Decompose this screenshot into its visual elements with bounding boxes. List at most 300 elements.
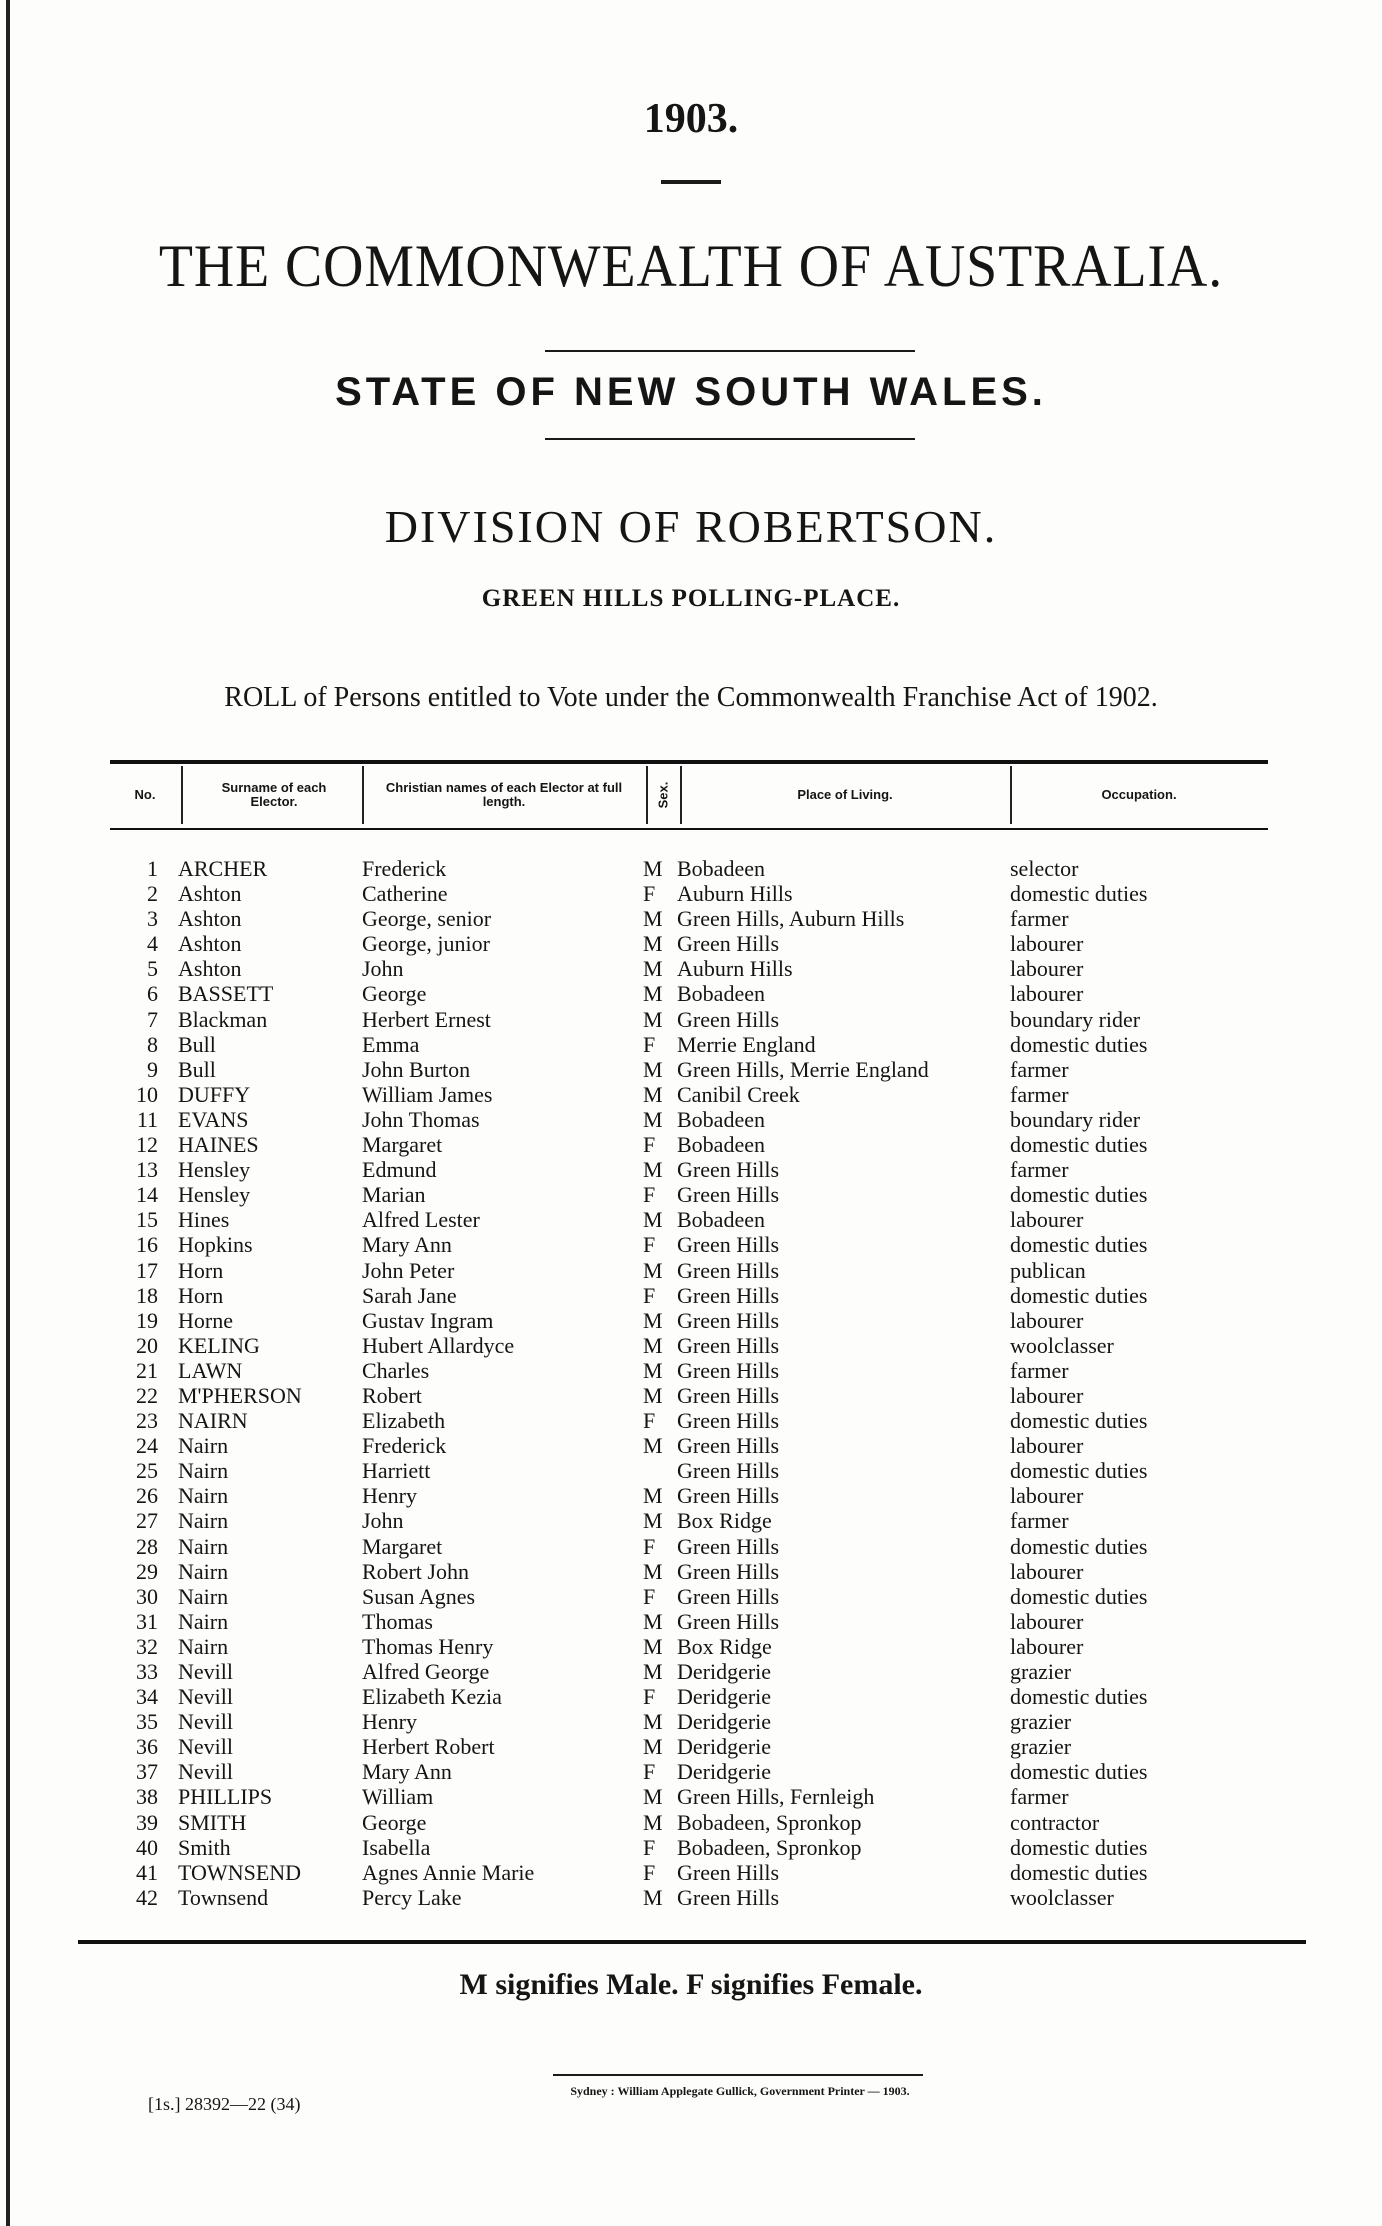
elector-occupation: domestic duties [1010, 1458, 1148, 1484]
table-row [0, 1508, 1382, 1533]
title-rule [545, 350, 915, 352]
elector-surname: Nairn [178, 1508, 229, 1534]
table-row [0, 1483, 1382, 1508]
elector-christian-names: Emma [362, 1031, 420, 1057]
elector-place: Green Hills, Merrie England [677, 1056, 929, 1082]
elector-sex: M [643, 1207, 663, 1233]
elector-surname: ARCHER [178, 856, 268, 881]
elector-sex: F [643, 1759, 656, 1785]
elector-number: 37 [136, 1759, 158, 1785]
elector-occupation: domestic duties [1010, 1282, 1148, 1308]
elector-occupation: domestic duties [1010, 1533, 1148, 1559]
elector-occupation: labourer [1010, 931, 1084, 957]
elector-number: 32 [136, 1633, 158, 1659]
elector-surname: KELING [178, 1332, 260, 1358]
elector-occupation: labourer [1010, 1307, 1084, 1333]
elector-number: 5 [147, 956, 158, 982]
elector-surname: Nairn [178, 1558, 229, 1584]
elector-place: Green Hills [677, 1884, 780, 1910]
elector-place: Green Hills [677, 1408, 780, 1434]
elector-christian-names: Robert John [362, 1558, 469, 1584]
table-row [0, 1333, 1382, 1358]
elector-sex: M [643, 1081, 663, 1107]
elector-number: 4 [147, 931, 158, 957]
elector-occupation: labourer [1010, 1608, 1084, 1634]
elector-sex: F [643, 1834, 656, 1860]
elector-surname: Nevill [178, 1734, 233, 1760]
elector-christian-names: Edmund [362, 1157, 437, 1183]
table-row [0, 1032, 1382, 1057]
elector-place: Green Hills [677, 1382, 780, 1408]
elector-sex: M [643, 1709, 663, 1735]
table-row [0, 1584, 1382, 1609]
elector-surname: Horn [178, 1282, 224, 1308]
elector-number: 7 [147, 1006, 158, 1032]
elector-sex: F [643, 1859, 656, 1885]
elector-surname: Nairn [178, 1458, 229, 1484]
elector-christian-names: Alfred George [362, 1659, 490, 1684]
elector-number: 13 [136, 1157, 158, 1183]
elector-sex: M [643, 1784, 663, 1810]
elector-number: 35 [136, 1709, 158, 1735]
elector-sex: M [643, 931, 663, 957]
year-heading: 1903. [643, 96, 739, 142]
elector-occupation: labourer [1010, 1207, 1084, 1233]
elector-christian-names: William James [362, 1081, 493, 1107]
elector-sex: M [643, 1508, 663, 1534]
elector-sex: M [643, 1382, 663, 1408]
table-row [0, 1182, 1382, 1207]
elector-number: 2 [147, 881, 158, 907]
elector-place: Green Hills [677, 1859, 780, 1885]
elector-sex: M [643, 1884, 663, 1910]
elector-occupation: labourer [1010, 1433, 1084, 1459]
elector-occupation: domestic duties [1010, 1408, 1148, 1434]
elector-number: 16 [136, 1232, 158, 1258]
elector-christian-names: John Peter [362, 1257, 455, 1283]
elector-occupation: publican [1010, 1257, 1086, 1283]
elector-number: 39 [136, 1809, 158, 1835]
elector-christian-names: Elizabeth Kezia [362, 1684, 502, 1710]
table-row [0, 1458, 1382, 1483]
elector-sex: M [643, 1483, 663, 1509]
elector-place: Green Hills [677, 1006, 780, 1032]
elector-sex: F [643, 1282, 656, 1308]
elector-surname: Nevill [178, 1684, 233, 1710]
elector-place: Bobadeen, Spronkop [677, 1809, 862, 1835]
elector-occupation: domestic duties [1010, 1684, 1148, 1710]
table-row [0, 1559, 1382, 1584]
table-row [0, 1835, 1382, 1860]
document-title: THE COMMONWEALTH OF AUSTRALIA. [158, 233, 1224, 299]
elector-sex: F [643, 1182, 656, 1208]
elector-surname: NAIRN [178, 1408, 248, 1434]
elector-occupation: farmer [1010, 1357, 1069, 1383]
elector-surname: Smith [178, 1834, 231, 1860]
elector-sex: F [643, 1533, 656, 1559]
elector-occupation: selector [1010, 856, 1079, 881]
table-row [0, 1283, 1382, 1308]
elector-place: Deridgerie [677, 1759, 772, 1785]
elector-christian-names: John Burton [362, 1056, 471, 1082]
elector-place: Green Hills [677, 1182, 780, 1208]
table-bottom-rule [78, 1940, 1306, 1944]
elector-christian-names: George [362, 981, 427, 1007]
table-row [0, 1383, 1382, 1408]
elector-christian-names: John [362, 1508, 404, 1534]
elector-occupation: labourer [1010, 981, 1084, 1007]
elector-place: Deridgerie [677, 1734, 772, 1760]
table-row [0, 1207, 1382, 1232]
elector-sex: M [643, 1659, 663, 1684]
elector-place: Green Hills [677, 1608, 780, 1634]
elector-surname: SMITH [178, 1809, 247, 1835]
elector-place: Green Hills [677, 1257, 780, 1283]
elector-occupation: domestic duties [1010, 881, 1148, 907]
table-row [0, 906, 1382, 931]
elector-christian-names: George [362, 1809, 427, 1835]
elector-sex: F [643, 1232, 656, 1258]
elector-sex: F [643, 1684, 656, 1710]
elector-christian-names: Harriett [362, 1458, 431, 1484]
division-heading: DIVISION OF ROBERTSON. [384, 501, 998, 552]
elector-christian-names: Mary Ann [362, 1759, 452, 1785]
elector-number: 8 [147, 1031, 158, 1057]
table-row [0, 1057, 1382, 1082]
elector-sex: M [643, 1633, 663, 1659]
elector-place: Green Hills [677, 1282, 780, 1308]
elector-surname: Nairn [178, 1608, 229, 1634]
elector-christian-names: William [362, 1784, 434, 1810]
elector-sex: M [643, 1558, 663, 1584]
elector-surname: Nairn [178, 1633, 229, 1659]
elector-surname: Nevill [178, 1659, 233, 1684]
elector-christian-names: Margaret [362, 1533, 443, 1559]
elector-occupation: farmer [1010, 1056, 1069, 1082]
elector-occupation: contractor [1010, 1809, 1100, 1835]
elector-surname: LAWN [178, 1357, 243, 1383]
elector-sex: M [643, 1106, 663, 1132]
elector-number: 27 [136, 1508, 158, 1534]
elector-occupation: domestic duties [1010, 1859, 1148, 1885]
elector-christian-names: Sarah Jane [362, 1282, 457, 1308]
table-row [0, 1885, 1382, 1910]
elector-occupation: labourer [1010, 1558, 1084, 1584]
elector-occupation: labourer [1010, 1483, 1084, 1509]
elector-number: 12 [136, 1132, 158, 1158]
elector-occupation: farmer [1010, 906, 1069, 932]
elector-number: 14 [136, 1182, 158, 1208]
table-row [0, 1634, 1382, 1659]
elector-number: 30 [136, 1583, 158, 1609]
elector-occupation: labourer [1010, 1382, 1084, 1408]
elector-sex: M [643, 956, 663, 982]
elector-place: Auburn Hills [677, 881, 793, 907]
elector-christian-names: Alfred Lester [362, 1207, 480, 1233]
elector-place: Green Hills, Fernleigh [677, 1784, 875, 1810]
elector-occupation: domestic duties [1010, 1834, 1148, 1860]
polling-place-heading: GREEN HILLS POLLING-PLACE. [481, 585, 901, 612]
elector-number: 40 [136, 1834, 158, 1860]
elector-surname: Ashton [178, 931, 242, 957]
elector-number: 28 [136, 1533, 158, 1559]
elector-sex: M [643, 1332, 663, 1358]
elector-surname: PHILLIPS [178, 1784, 273, 1810]
elector-occupation: grazier [1010, 1709, 1072, 1735]
roll-heading: ROLL of Persons entitled to Vote under the Commonwealth Franchise Act of 1902. [224, 682, 1158, 713]
elector-number: 29 [136, 1558, 158, 1584]
elector-surname: TOWNSEND [178, 1859, 302, 1885]
table-row [0, 1860, 1382, 1885]
column-header-place: Place of Living. [797, 787, 893, 802]
table-row [0, 1132, 1382, 1157]
elector-surname: DUFFY [178, 1081, 251, 1107]
elector-surname: EVANS [178, 1106, 249, 1132]
table-row [0, 1232, 1382, 1257]
elector-surname: Hopkins [178, 1232, 253, 1258]
table-row [0, 1759, 1382, 1784]
elector-place: Bobadeen [677, 981, 765, 1007]
elector-number: 38 [136, 1784, 158, 1810]
elector-surname: Nevill [178, 1759, 233, 1785]
table-row [0, 1784, 1382, 1809]
printer-imprint: Sydney : William Applegate Gullick, Government Printer — 1903. [570, 2084, 910, 2098]
elector-occupation: domestic duties [1010, 1583, 1148, 1609]
elector-occupation: boundary rider [1010, 1106, 1141, 1132]
elector-place: Green Hills, Auburn Hills [677, 906, 905, 932]
table-row [0, 1308, 1382, 1333]
elector-christian-names: Margaret [362, 1132, 443, 1158]
elector-number: 42 [136, 1884, 158, 1910]
elector-place: Bobadeen [677, 1106, 765, 1132]
elector-occupation: woolclasser [1010, 1332, 1114, 1358]
elector-place: Green Hills [677, 1332, 780, 1358]
column-header-no: No. [134, 787, 156, 802]
elector-place: Bobadeen, Spronkop [677, 1834, 862, 1860]
elector-christian-names: John Thomas [362, 1106, 480, 1132]
elector-place: Deridgerie [677, 1684, 772, 1710]
table-row [0, 956, 1382, 981]
elector-christian-names: Catherine [362, 881, 448, 907]
elector-sex: F [643, 1031, 656, 1057]
elector-surname: Townsend [178, 1884, 269, 1910]
sex-legend: M signifies Male. F signifies Female. [459, 1968, 923, 2001]
table-row [0, 1810, 1382, 1835]
elector-sex: M [643, 1257, 663, 1283]
column-header-sex: Sex. [655, 781, 670, 809]
elector-number: 24 [136, 1433, 158, 1459]
elector-number: 3 [147, 906, 158, 932]
elector-christian-names: Hubert Allardyce [362, 1332, 515, 1358]
elector-place: Green Hills [677, 1483, 780, 1509]
state-rule [545, 438, 915, 440]
elector-occupation: domestic duties [1010, 1759, 1148, 1785]
elector-place: Green Hills [677, 1433, 780, 1459]
elector-christian-names: Percy Lake [362, 1884, 462, 1910]
elector-sex: M [643, 1608, 663, 1634]
elector-surname: Hensley [178, 1182, 251, 1208]
table-row [0, 1408, 1382, 1433]
elector-surname: Nairn [178, 1433, 229, 1459]
elector-occupation: farmer [1010, 1157, 1069, 1183]
elector-christian-names: Robert [362, 1382, 422, 1408]
table-row [0, 1609, 1382, 1634]
elector-occupation: labourer [1010, 1633, 1084, 1659]
elector-sex: M [643, 1734, 663, 1760]
elector-place: Green Hills [677, 1558, 780, 1584]
elector-number: 10 [136, 1081, 158, 1107]
year-dash [661, 180, 721, 184]
elector-christian-names: Henry [362, 1483, 417, 1509]
elector-sex: M [643, 906, 663, 932]
elector-occupation: farmer [1010, 1508, 1069, 1534]
elector-number: 21 [136, 1357, 158, 1383]
elector-surname: Hensley [178, 1157, 251, 1183]
elector-sex: M [643, 1056, 663, 1082]
elector-surname: Nevill [178, 1709, 233, 1735]
elector-occupation: domestic duties [1010, 1132, 1148, 1158]
elector-place: Green Hills [677, 931, 780, 957]
table-row [0, 881, 1382, 906]
elector-place: Green Hills [677, 1458, 780, 1484]
elector-sex: M [643, 981, 663, 1007]
elector-place: Auburn Hills [677, 956, 793, 982]
elector-christian-names: Marian [362, 1182, 426, 1208]
elector-surname: Ashton [178, 881, 242, 907]
elector-number: 25 [136, 1458, 158, 1484]
table-row [0, 931, 1382, 956]
elector-place: Bobadeen [677, 1132, 765, 1158]
elector-number: 31 [136, 1608, 158, 1634]
elector-place: Green Hills [677, 1232, 780, 1258]
elector-place: Canibil Creek [677, 1081, 800, 1107]
table-row [0, 856, 1382, 881]
elector-christian-names: Thomas Henry [362, 1633, 494, 1659]
elector-christian-names: John [362, 956, 404, 982]
elector-sex: M [643, 856, 663, 881]
elector-surname: Bull [178, 1056, 216, 1082]
elector-place: Bobadeen [677, 856, 765, 881]
elector-place: Green Hills [677, 1357, 780, 1383]
elector-christian-names: Frederick [362, 856, 447, 881]
elector-occupation: grazier [1010, 1659, 1072, 1684]
elector-sex: M [643, 1357, 663, 1383]
elector-christian-names: George, junior [362, 931, 490, 957]
elector-number: 26 [136, 1483, 158, 1509]
elector-sex: M [643, 1307, 663, 1333]
elector-christian-names: Herbert Robert [362, 1734, 495, 1760]
table-top-rule [110, 760, 1268, 764]
elector-number: 6 [147, 981, 158, 1007]
elector-occupation: domestic duties [1010, 1031, 1148, 1057]
elector-surname: Nairn [178, 1533, 229, 1559]
elector-number: 1 [147, 856, 158, 881]
elector-place: Deridgerie [677, 1709, 772, 1735]
elector-christian-names: Thomas [362, 1608, 433, 1634]
elector-surname: Hines [178, 1207, 230, 1233]
column-header-surname: Surname of each Elector. [221, 780, 327, 809]
elector-place: Bobadeen [677, 1207, 765, 1233]
elector-occupation: farmer [1010, 1784, 1069, 1810]
elector-christian-names: Charles [362, 1357, 430, 1383]
elector-surname: M'PHERSON [178, 1382, 302, 1408]
elector-number: 22 [136, 1382, 158, 1408]
elector-place: Box Ridge [677, 1633, 772, 1659]
printer-rule [553, 2074, 923, 2076]
table-row [0, 1684, 1382, 1709]
elector-surname: Bull [178, 1031, 216, 1057]
elector-sex: F [643, 881, 656, 907]
elector-place: Green Hills [677, 1307, 780, 1333]
elector-surname: Ashton [178, 906, 242, 932]
elector-surname: Ashton [178, 956, 242, 982]
elector-christian-names: Agnes Annie Marie [362, 1859, 535, 1885]
table-row [0, 981, 1382, 1006]
elector-christian-names: Isabella [362, 1834, 431, 1860]
elector-occupation: woolclasser [1010, 1884, 1114, 1910]
table-row [0, 1734, 1382, 1759]
elector-sex: M [643, 1157, 663, 1183]
elector-occupation: domestic duties [1010, 1232, 1148, 1258]
elector-occupation: grazier [1010, 1734, 1072, 1760]
elector-number: 11 [136, 1106, 158, 1132]
elector-place: Green Hills [677, 1533, 780, 1559]
table-row [0, 1107, 1382, 1132]
elector-sex: F [643, 1408, 656, 1434]
elector-number: 33 [136, 1659, 158, 1684]
elector-place: Green Hills [677, 1583, 780, 1609]
elector-christian-names: Henry [362, 1709, 417, 1735]
elector-number: 36 [136, 1734, 158, 1760]
elector-christian-names: Elizabeth [362, 1408, 446, 1434]
elector-christian-names: Susan Agnes [362, 1583, 476, 1609]
table-row [0, 1358, 1382, 1383]
elector-number: 17 [136, 1257, 158, 1283]
elector-christian-names: Frederick [362, 1433, 447, 1459]
elector-christian-names: Gustav Ingram [362, 1307, 494, 1333]
elector-number: 20 [136, 1332, 158, 1358]
elector-number: 15 [136, 1207, 158, 1233]
elector-number: 19 [136, 1307, 158, 1333]
elector-occupation: boundary rider [1010, 1006, 1141, 1032]
elector-place: Green Hills [677, 1157, 780, 1183]
elector-christian-names: Mary Ann [362, 1232, 452, 1258]
table-row [0, 1007, 1382, 1032]
column-divider [181, 766, 183, 824]
document-reference: [1s.] 28392—22 (34) [148, 2094, 301, 2114]
elector-number: 41 [136, 1859, 158, 1885]
elector-sex: M [643, 1006, 663, 1032]
column-header-christian: Christian names of each Elector at full length. [385, 780, 623, 809]
elector-number: 9 [147, 1056, 158, 1082]
table-row [0, 1433, 1382, 1458]
elector-occupation: farmer [1010, 1081, 1069, 1107]
header-bottom-rule [110, 828, 1268, 830]
elector-sex: F [643, 1583, 656, 1609]
column-header-occupation: Occupation. [1101, 787, 1177, 802]
elector-surname: Horne [178, 1307, 233, 1333]
elector-number: 18 [136, 1282, 158, 1308]
elector-surname: Horn [178, 1257, 224, 1283]
elector-surname: Nairn [178, 1583, 229, 1609]
elector-sex: F [643, 1132, 656, 1158]
table-row [0, 1534, 1382, 1559]
table-row [0, 1659, 1382, 1684]
elector-place: Box Ridge [677, 1508, 772, 1534]
elector-christian-names: George, senior [362, 906, 492, 932]
elector-surname: Nairn [178, 1483, 229, 1509]
elector-place: Merrie England [677, 1031, 816, 1057]
